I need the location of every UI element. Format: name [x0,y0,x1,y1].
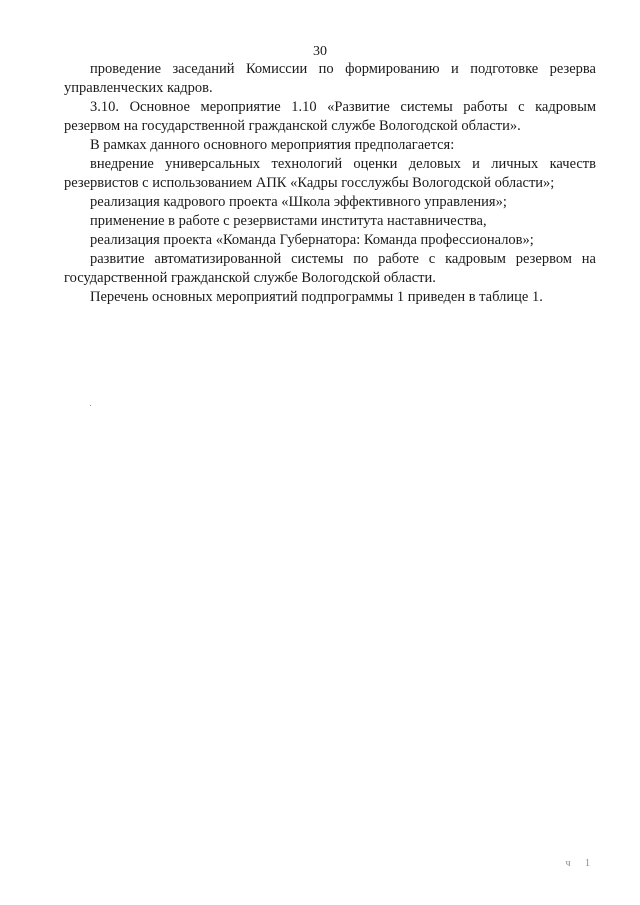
paragraph-table-reference: Перечень основных мероприятий подпрограммы 1 приведен в таблице 1. [90,289,543,305]
page-number: 30 [313,44,327,59]
paragraph-management-school: реализация кадрового проекта «Школа эффективного управления»; [90,194,507,210]
paragraph-mentoring: применение в работе с резервистами института наставничества, [90,213,487,229]
scan-artifact-dot [90,405,91,406]
paragraph-assessment-technologies: внедрение универсальных технологий оценки деловых и личных качеств резервистов с использованием АПК «Кадры госслужбы Вологодской области»; [64,156,596,191]
paragraph-governor-team: реализация проекта «Команда Губернатора: Команда профессионалов»; [90,232,534,248]
paragraph-main-measure-1-10: 3.10. Основное мероприятие 1.10 «Развитие системы работы с кадровым резервом на государственной гражданской службе Вологодской области». [64,99,596,134]
paragraph-within-measure: В рамках данного основного мероприятия предполагается: [90,137,455,153]
body-text [64,60,596,307]
corner-mark: ч 1 [565,858,596,869]
paragraph-automated-system: развитие автоматизированной системы по работе с кадровым резервом на государственной гражданской службе Вологодской области. [64,251,596,286]
paragraph-commission-meetings: проведение заседаний Комиссии по формированию и подготовке резерва управленческих кадров. [64,61,596,96]
